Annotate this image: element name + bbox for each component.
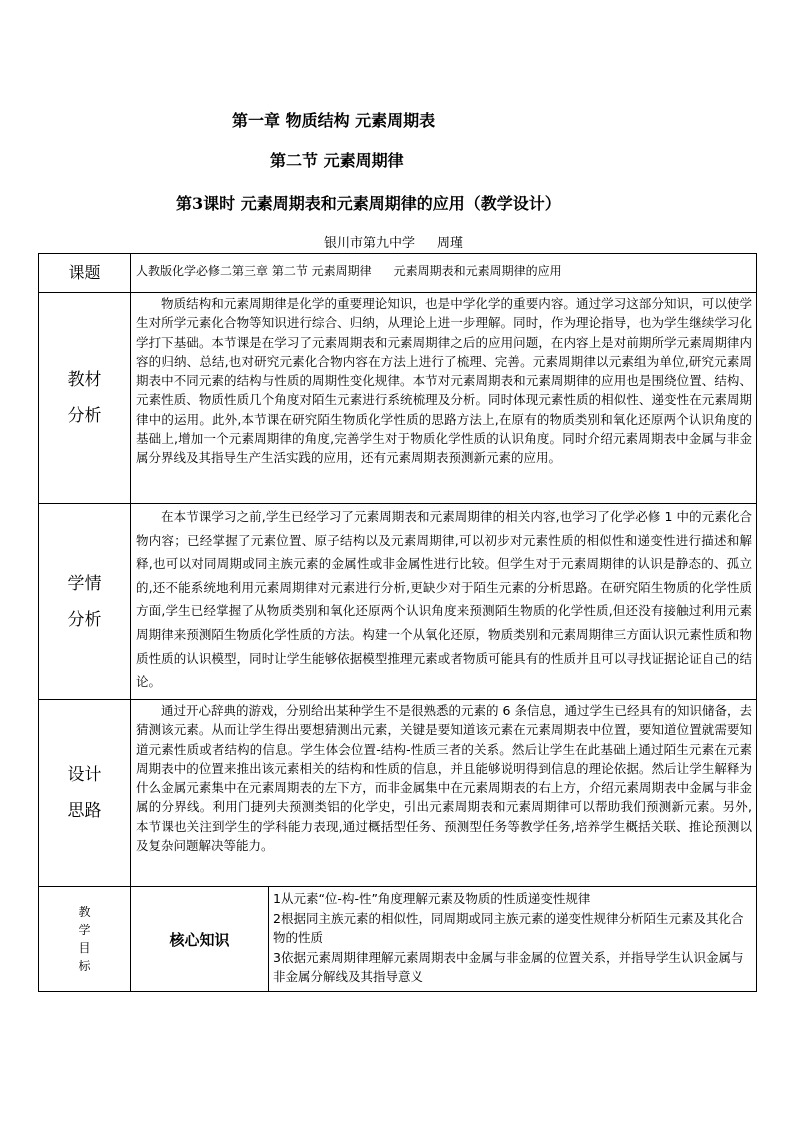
textbook-analysis-label [39,293,131,504]
design-idea-content [131,700,757,887]
goal-item-1: 1从元素“位-构-性”角度理解元素及物质的性质递变性规律 [273,891,591,906]
design-idea-text: 通过开心辞典的游戏，分别给出某种学生不是很熟悉的元素的 6 条信息，通过学生已经具有的知识储备，去猜测该元素。从而让学生得出要想猜测出元素，关键是要知道该元素在元素周期表中位置，要知道位置就需要知道元素性质或者结构的信息。学生体会位置-结构-性质三者的关系。然后让学生在此基础上通过陌生元素在元素周期表中的位置来推出该元素相关的结构和性质的信息，并且能够说明得到信息的理论依据。然后让学生解释为什么金属元素集中在元素周期表的左下方，而非金属集中在元素周期表的右上方，介绍元素周期表中金属与非金属的分界线。利用门捷列夫预测类铝的化学史，引出元素周期表和元素周期律可以帮助我们预测新元素。另外,本节课也关注到学生的学科能力表现,通过概括型任务、预测型任务等教学任务,培养学生概括关联、推论预测以及复杂问题解决等能力。 [136,703,752,854]
topic-label: 课题 [39,254,131,293]
author-name: 周瑾 [437,236,464,251]
goal-item-3: 3依据元素周期律理解元素周期表中金属与非金属的位置关系，并指导学生认识金属与非金属分解线及其指导意义 [273,949,744,984]
school-name: 银川市第九中学 [324,236,416,251]
goals-label-char-3: 目 [78,941,91,955]
design-idea-label-line2: 思路 [67,801,102,821]
row-teaching-goals [39,887,757,992]
row-textbook-analysis [39,293,757,504]
goal-item-2: 2根据同主族元素的相似性，同周期或同主族元素的递变性规律分析陌生元素及其化合物的性质 [273,910,744,945]
design-idea-label [39,700,131,887]
chapter-title: 第一章 物质结构 元素周期表 [232,111,436,130]
core-knowledge-content [269,887,757,992]
learner-analysis-text: 在本节课学习之前,学生已经学习了元素周期表和元素周期律的相关内容,也学习了化学必修 1 中的元素化合物内容；已经掌握了元素位置、原子结构以及元素周期律,可以初步对元素性质的相似性和递变性进行描述和解释,也可以对同周期或同主族元素的金属性或非金属性进行比较。但学生对于元素周期律的认识是静态的、孤立的,还不能系统地利用元素周期律对元素进行分析,更缺少对于陌生元素的分析思路。在研究陌生物质的化学性质方面,学生已经掌握了从物质类别和氧化还原两个认识角度来预测陌生物质的化学性质,但还没有接触过利用元素周期律来预测陌生物质化学性质的方法。构建一个从氧化还原，物质类别和元素周期律三方面认识元素性质和物质性质的认识模型，同时让学生能够依据模型推理元素或者物质可能具有的性质并且可以寻找证据论证自己的结论。 [136,509,752,690]
learner-analysis-label-line1: 学情 [67,573,102,594]
textbook-analysis-content [131,293,757,504]
topic-part2: 元素周期表和元素周期律的应用 [393,264,562,279]
textbook-analysis-text: 物质结构和元素周期律是化学的重要理论知识，也是中学化学的重要内容。通过学习这部分知识，可以使学生对所学元素化合物等知识进行综合、归纳，从理论上进一步理解。同时，作为理论指导，也为学生继续学习化学打下基础。本节课是在学习了元素周期表和元素周期律之后的应用问题，在内容上是对前期所学元素周期律内容的归纳、总结,也对研究元素化合物内容在方法上进行了梳理、完善。元素周期律以元素组为单位,研究元素周期表中不同元素的结构与性质的周期性变化规律。本节对元素周期表和元素周期律的应用也是围绕位置、结构、元素性质、物质性质几个角度对陌生元素进行系统梳理及分析。同时体现元素性质的相似性、递变性在元素周期律中的运用。此外,本节课在研究陌生物质化学性质的思路方法上,在原有的物质类别和氧化还原两个认识角度的基础上,增加一个元素周期律的角度,完善学生对于物质化学性质的认识角度。同时介绍元素周期表中金属与非金属分界线及其指导生产生活实践的应用，还有元素周期表预测新元素的应用。 [136,296,752,466]
topic-part1: 人教版化学必修二第三章 第二节 元素周期律 [136,264,372,279]
topic-content [131,254,757,293]
learner-analysis-label [39,504,131,700]
goals-label-char-2: 学 [78,923,91,937]
author-line [324,232,463,251]
lesson-title: 第3课时 元素周期表和元素周期律的应用（教学设计） [176,194,561,213]
goals-label-char-1: 教 [78,905,91,919]
row-design-idea [39,700,757,887]
learner-analysis-label-line2: 分析 [67,609,102,630]
design-idea-label-line1: 设计 [67,765,102,785]
row-learner-analysis [39,504,757,700]
learner-analysis-content [131,504,757,700]
core-knowledge-label: 核心知识 [131,887,269,992]
row-topic [39,254,757,293]
goals-label-char-4: 标 [78,959,91,973]
textbook-analysis-label-line2: 分析 [67,406,102,426]
textbook-analysis-label-line1: 教材 [67,370,102,390]
teaching-goals-label [39,887,131,992]
section-title: 第二节 元素周期律 [270,151,404,170]
lesson-plan-table [38,253,757,992]
